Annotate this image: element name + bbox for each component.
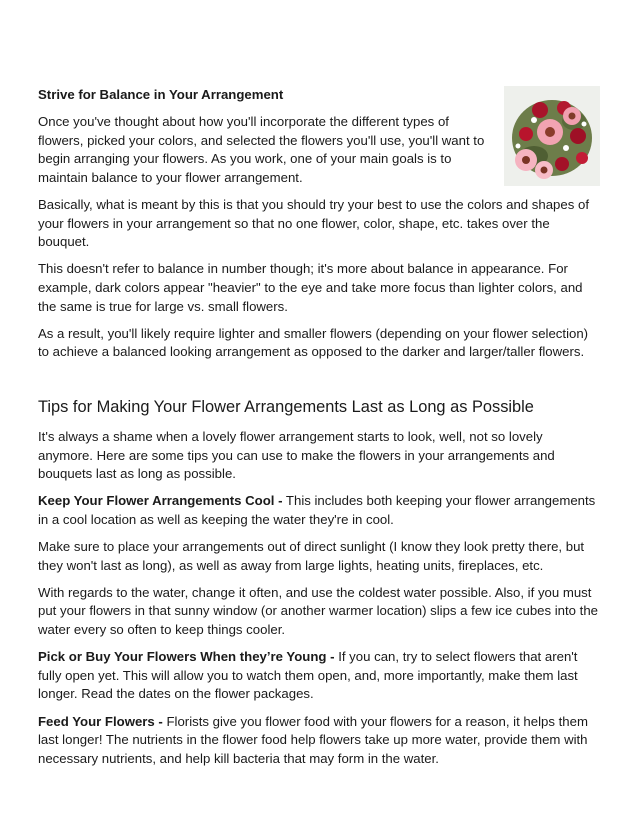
tip-text: If you can, try to select flowers that aren't fully open yet. This will allow you to watch them open, and, more importantly, make them last longer. Read the dates on the flower packages.: [38, 649, 578, 702]
paragraph: Make sure to place your arrangements out of direct sunlight (I know they look pretty there, but they won't last as long), as well as away from large lights, heating units, fireplaces, etc.: [38, 539, 585, 573]
tip-title: Pick or Buy Your Flowers When they’re Young -: [38, 649, 335, 665]
paragraph: Basically, what is meant by this is that you should try your best to use the colors and shapes of your flowers in your arrangement so that no one flower, color, shape, etc. takes over the bouquet.: [38, 196, 589, 250]
paragraph: It's always a shame when a lovely flower arrangement starts to look, well, not so lovely anymore. Here are some tips you can use to make the flowers in your arrangements and bouquets last as long as possible.: [38, 428, 555, 482]
tip-text: This includes both keeping your flower arrangements in a cool location as well as keeping the water they're in cool.: [38, 493, 596, 527]
tip-keep-cool: [38, 492, 600, 529]
tip-feed-flowers: [38, 713, 600, 769]
section-balance: [38, 86, 600, 362]
section-tips: [38, 396, 600, 768]
flower-bouquet-photo: [504, 86, 600, 186]
paragraph: With regards to the water, change it often, and use the coldest water possible. Also, if you must put your flowers in that sunny window (or another warmer location) slips a few ice cubes into the water every so often to keep things cooler.: [38, 584, 599, 638]
tip-pick-young: [38, 648, 600, 704]
tip-title: Keep Your Flower Arrangements Cool -: [38, 493, 283, 509]
tip-text: Florists give you flower food with your flowers for a reason, it helps them last longer! The nutrients in the flower food help flowers take up more water, provide them with necessary nutrients, and help kill bacteria that may form in the water.: [38, 713, 588, 766]
section-heading-tips: Tips for Making Your Flower Arrangements Last as Long as Possible: [38, 397, 534, 416]
paragraph: As a result, you'll likely require lighter and smaller flowers (depending on your flower selection) to achieve a balanced looking arrangement as opposed to the darker and larger/taller flowers.: [38, 325, 589, 360]
tip-title: Feed Your Flowers -: [38, 713, 163, 729]
section-heading-balance: Strive for Balance in Your Arrangement: [38, 87, 284, 102]
paragraph: This doesn't refer to balance in number though; it's more about balance in appearance. For example, dark colors appear "heavier" to the eye and take more focus than lighter colors, and the same is true for large vs. small flowers.: [38, 261, 583, 314]
paragraph: Once you've thought about how you'll incorporate the different types of flowers, picked your colors, and selected the flowers you'll use, you'll want to begin arranging your flowers. As you work, one of your main goals is to maintain balance to your flower arrangement.: [38, 114, 485, 185]
document-page: [38, 86, 600, 777]
